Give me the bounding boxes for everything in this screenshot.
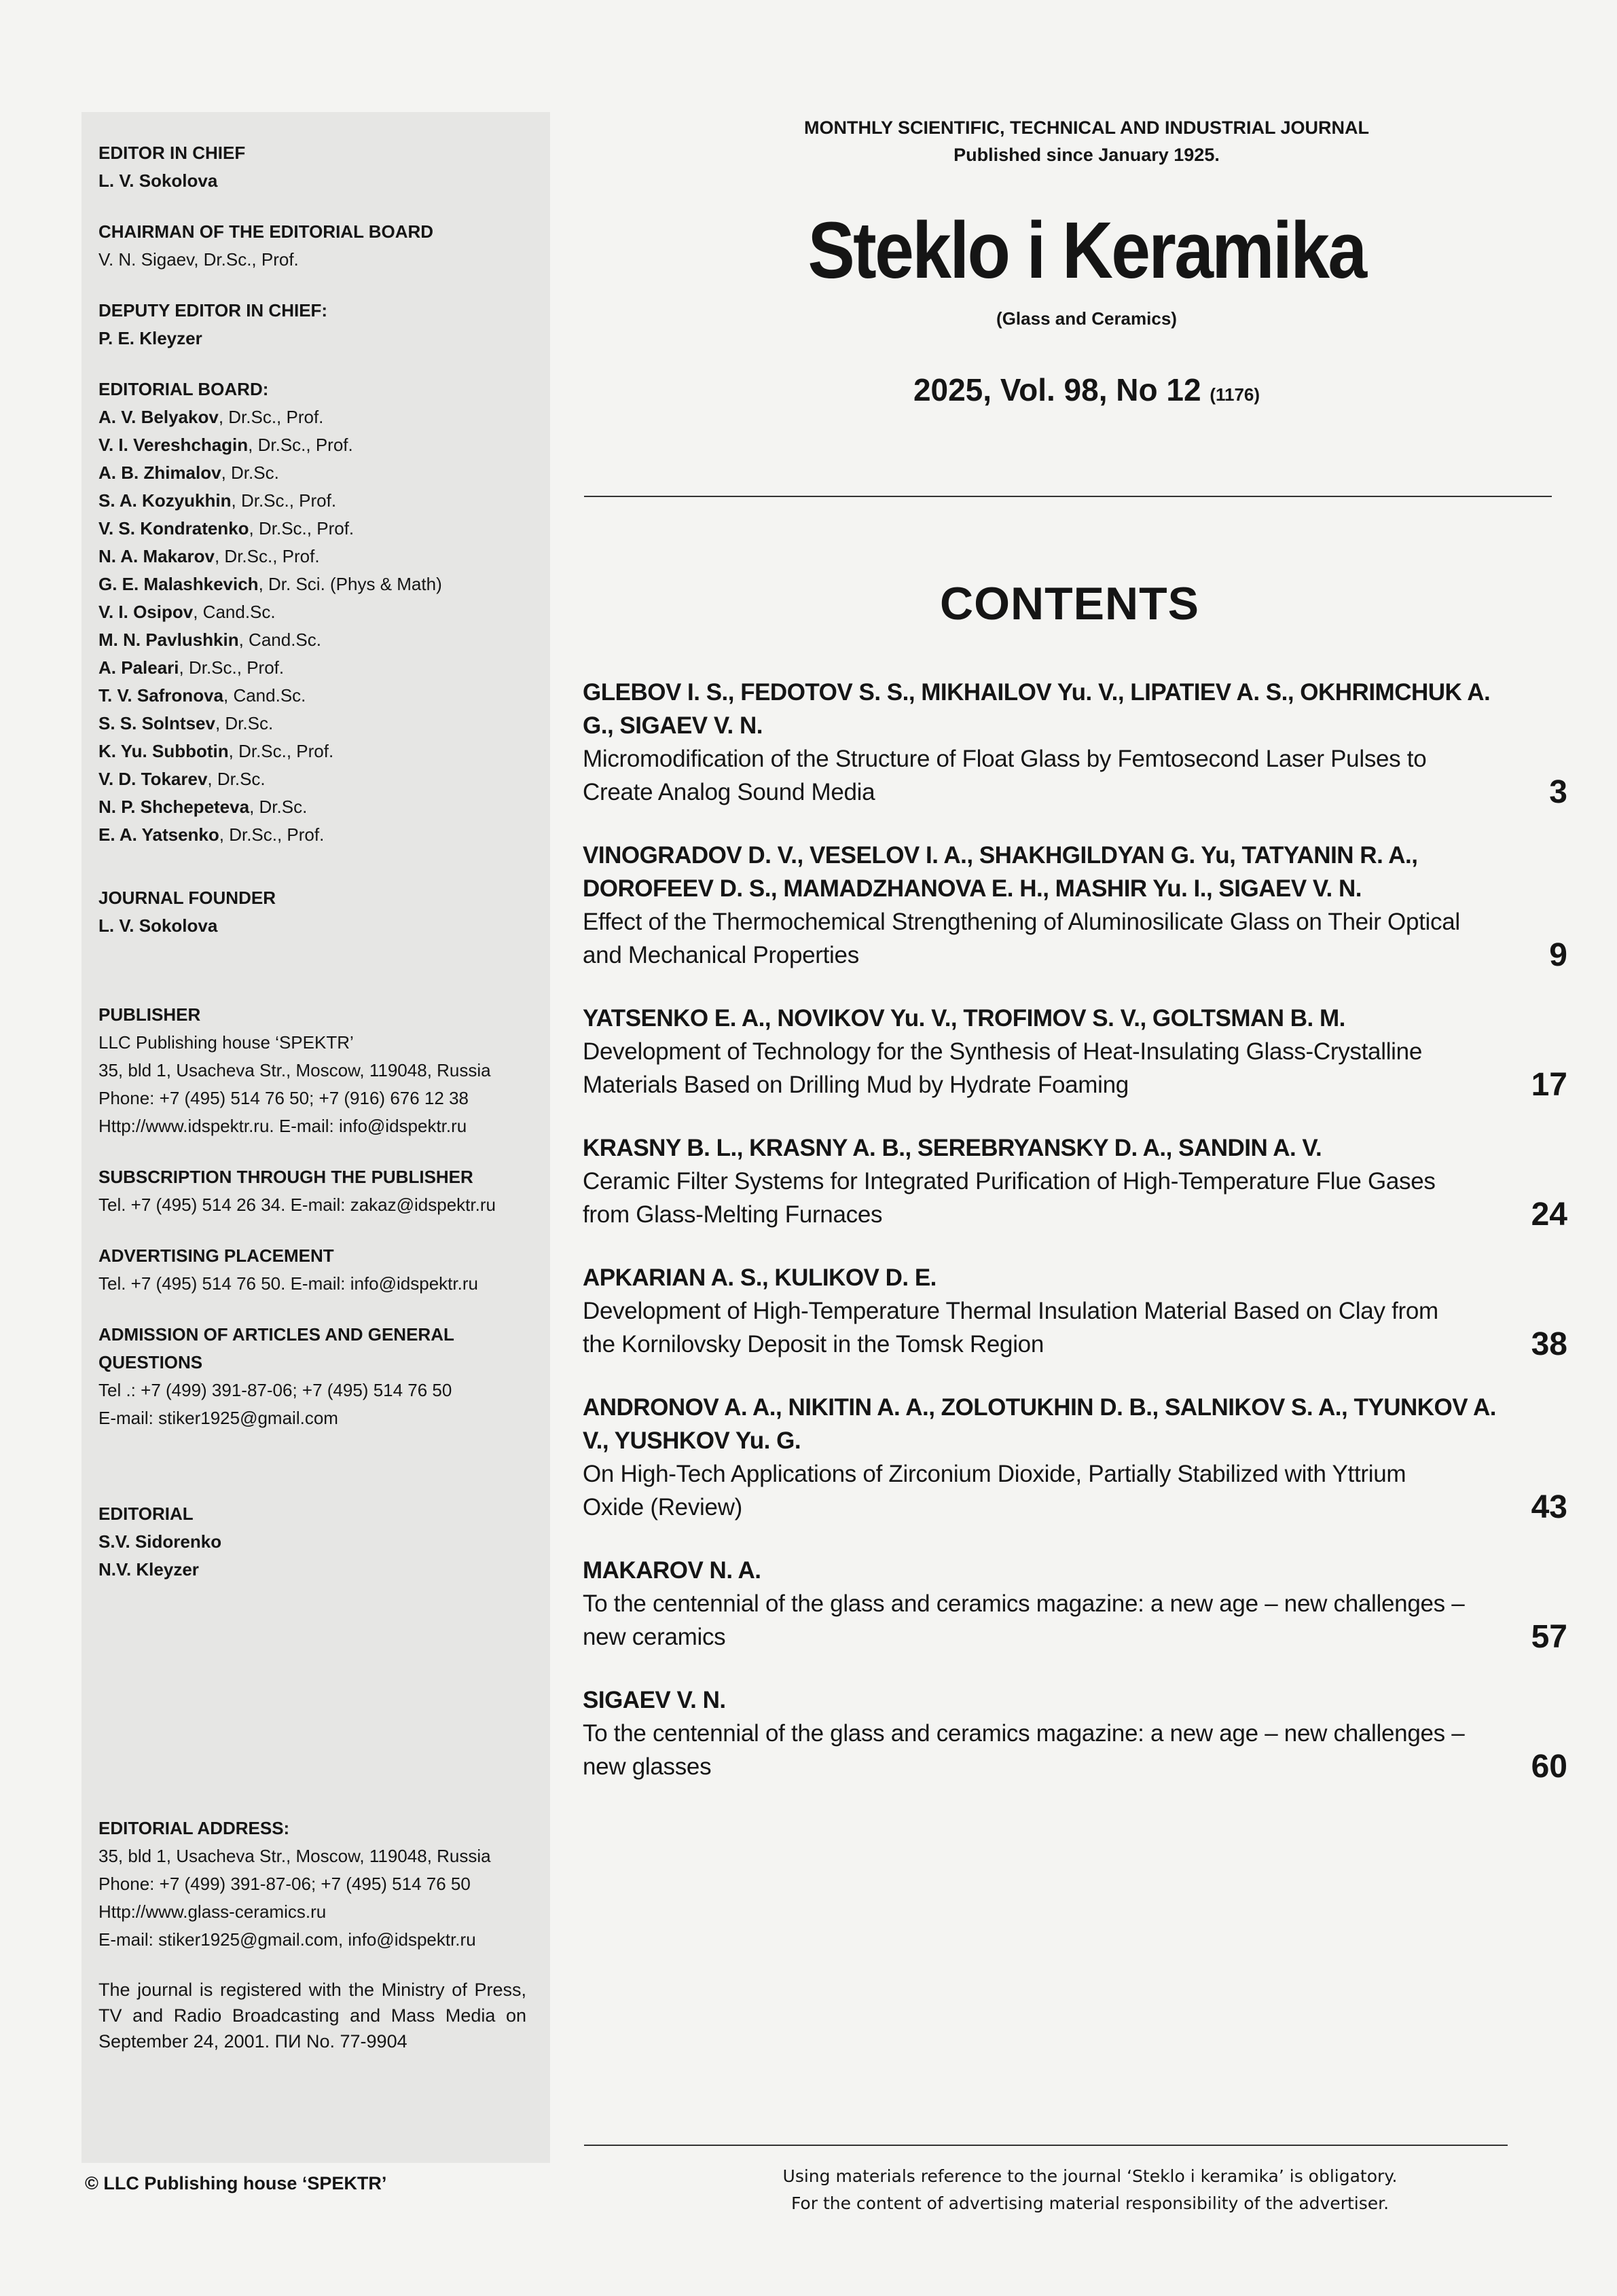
board-member: A. Paleari, Dr.Sc., Prof. <box>98 657 285 678</box>
board-member: N. P. Shchepeteva, Dr.Sc. <box>98 797 308 817</box>
editorial-sidebar <box>98 139 547 2054</box>
toc-entry[interactable] <box>583 1391 1567 1524</box>
editorial-heading: EDITORIAL <box>98 1504 194 1524</box>
toc-authors: KRASNY B. L., KRASNY A. B., SEREBRYANSKY D. A., SANDIN A. V. <box>583 1135 1322 1161</box>
toc-authors: YATSENKO E. A., NOVIKOV Yu. V., TROFIMOV S. V., GOLTSMAN B. M. <box>583 1005 1345 1032</box>
subscription-line: Tel. +7 (495) 514 26 34. E-mail: zakaz@idspektr.ru <box>98 1195 496 1215</box>
journal-title: Steklo i Keramika <box>807 206 1366 295</box>
toc-page-number: 43 <box>1531 1489 1567 1525</box>
board-member: S. S. Solntsev, Dr.Sc. <box>98 713 274 733</box>
address-heading: EDITORIAL ADDRESS: <box>98 1818 290 1838</box>
editorial-board-heading: EDITORIAL BOARD: <box>98 379 269 399</box>
publisher-section <box>98 1001 547 1140</box>
toc-title: On High-Tech Applications of Zirconium Dioxide, Partially Stabilized with Yttrium Oxide (Review) <box>583 1461 1406 1520</box>
toc-page-number: 9 <box>1549 937 1567 973</box>
board-member: V. S. Kondratenko, Dr.Sc., Prof. <box>98 518 355 539</box>
toc-title: To the centennial of the glass and ceramics magazine: a new age – new challenges – new ceramics <box>583 1590 1465 1650</box>
toc-title: Effect of the Thermochemical Strengthening of Aluminosilicate Glass on Their Optical and Mechanical Properties <box>583 909 1460 968</box>
toc-entry[interactable] <box>583 1554 1567 1654</box>
toc-authors: GLEBOV I. S., FEDOTOV S. S., MIKHAILOV Yu. V., LIPATIEV A. S., OKHRIMCHUK A. G., SIGAEV V. N. <box>583 679 1491 739</box>
founder-section <box>98 884 547 940</box>
address-line: E-mail: stiker1925@gmail.com, info@idspektr.ru <box>98 1929 476 1950</box>
chairman-name: V. N. Sigaev, Dr.Sc., Prof. <box>98 249 299 270</box>
advertising-heading: ADVERTISING PLACEMENT <box>98 1245 334 1266</box>
contents-heading: CONTENTS <box>940 578 1199 630</box>
deputy-name: P. E. Kleyzer <box>98 328 202 348</box>
issue-info <box>584 371 1589 408</box>
deputy-heading: DEPUTY EDITOR IN CHIEF: <box>98 300 328 321</box>
editor-in-chief-name: L. V. Sokolova <box>98 170 218 191</box>
footer-line: Using materials reference to the journal ‘Steklo i keramika’ is obligatory. <box>782 2166 1398 2186</box>
footer-note <box>632 2163 1548 2217</box>
toc-page-number: 24 <box>1531 1197 1567 1233</box>
address-line: Phone: +7 (499) 391-87-06; +7 (495) 514 76 50 <box>98 1874 471 1894</box>
editorial-section <box>98 1500 547 1584</box>
issue-number: (1176) <box>1210 384 1260 405</box>
editorial-board-section <box>98 376 547 849</box>
toc-authors: ANDRONOV A. A., NIKITIN A. A., ZOLOTUKHIN D. B., SALNIKOV S. A., TYUNKOV A. V., YUSHKOV Yu. G. <box>583 1394 1497 1454</box>
toc-title: Development of Technology for the Synthesis of Heat-Insulating Glass-Crystalline Materials Based on Drilling Mud by Hydrate Foaming <box>583 1038 1422 1098</box>
board-member: E. A. Yatsenko, Dr.Sc., Prof. <box>98 824 325 845</box>
admission-heading: QUESTIONS <box>98 1352 203 1372</box>
toc-entry[interactable] <box>583 1261 1567 1361</box>
toc-entry[interactable] <box>583 676 1567 809</box>
advertising-line: Tel. +7 (495) 514 76 50. E-mail: info@idspektr.ru <box>98 1273 478 1294</box>
toc-page-number: 57 <box>1531 1619 1567 1655</box>
founder-heading: JOURNAL FOUNDER <box>98 888 276 908</box>
board-member: T. V. Safronova, Cand.Sc. <box>98 685 306 706</box>
admission-line: Tel .: +7 (499) 391-87-06; +7 (495) 514 76 50 <box>98 1380 452 1400</box>
journal-since: Published since January 1925. <box>953 145 1220 165</box>
address-line: 35, bld 1, Usacheva Str., Moscow, 119048, Russia <box>98 1846 491 1866</box>
admission-heading: ADMISSION OF ARTICLES AND GENERAL <box>98 1324 454 1345</box>
board-member: V. D. Tokarev, Dr.Sc. <box>98 769 266 789</box>
publisher-line: LLC Publishing house ‘SPEKTR’ <box>98 1032 354 1053</box>
publisher-line: 35, bld 1, Usacheva Str., Moscow, 119048, Russia <box>98 1060 491 1080</box>
founder-name: L. V. Sokolova <box>98 915 218 936</box>
board-member: N. A. Makarov, Dr.Sc., Prof. <box>98 546 320 566</box>
editor-in-chief-section <box>98 139 547 195</box>
subscription-section <box>98 1163 547 1219</box>
editorial-name: N.V. Kleyzer <box>98 1559 199 1580</box>
masthead <box>584 114 1589 408</box>
registration-note: The journal is registered with the Ministry of Press, TV and Radio Broadcasting and Mass Media on September 24, 2001. ПИ No. 77-9904 <box>98 1980 526 2052</box>
board-member: V. I. Vereshchagin, Dr.Sc., Prof. <box>98 435 353 455</box>
publisher-line: Http://www.idspektr.ru. E-mail: info@idspektr.ru <box>98 1116 467 1136</box>
journal-tagline: MONTHLY SCIENTIFIC, TECHNICAL AND INDUSTRIAL JOURNAL <box>803 117 1370 138</box>
admission-line: E-mail: stiker1925@gmail.com <box>98 1408 338 1428</box>
editor-in-chief-heading: EDITOR IN CHIEF <box>98 143 246 163</box>
publisher-heading: PUBLISHER <box>98 1004 201 1025</box>
table-of-contents <box>583 676 1567 1813</box>
toc-title: Ceramic Filter Systems for Integrated Purification of High-Temperature Flue Gases from Glass-Melting Furnaces <box>583 1168 1436 1228</box>
toc-entry[interactable] <box>583 1131 1567 1231</box>
toc-page-number: 38 <box>1531 1326 1567 1362</box>
subscription-heading: SUBSCRIPTION THROUGH THE PUBLISHER <box>98 1167 473 1187</box>
issue-volume: 2025, Vol. 98, No 12 <box>913 372 1201 407</box>
toc-page-number: 17 <box>1531 1067 1567 1103</box>
toc-authors: SIGAEV V. N. <box>583 1687 726 1713</box>
toc-page-number: 60 <box>1531 1749 1567 1785</box>
toc-entry[interactable] <box>583 839 1567 972</box>
advertising-section <box>98 1242 547 1298</box>
chairman-section <box>98 218 547 274</box>
chairman-heading: CHAIRMAN OF THE EDITORIAL BOARD <box>98 221 434 242</box>
board-member: A. B. Zhimalov, Dr.Sc. <box>98 462 279 483</box>
toc-entry[interactable] <box>583 1683 1567 1783</box>
toc-entry[interactable] <box>583 1002 1567 1101</box>
toc-authors: VINOGRADOV D. V., VESELOV I. A., SHAKHGILDYAN G. Yu, TATYANIN R. A., DOROFEEV D. S., MAMADZHANOVA E. H., MASHIR Yu. I., SIGAEV V. N. <box>583 842 1418 902</box>
deputy-section <box>98 297 547 352</box>
editorial-name: S.V. Sidorenko <box>98 1531 222 1552</box>
footer-line: For the content of advertising material responsibility of the advertiser. <box>791 2193 1389 2213</box>
copyright-notice: © LLC Publishing house ‘SPEKTR’ <box>85 2173 387 2193</box>
board-member: A. V. Belyakov, Dr.Sc., Prof. <box>98 407 324 427</box>
toc-authors: MAKAROV N. A. <box>583 1557 761 1584</box>
toc-page-number: 3 <box>1549 774 1567 810</box>
toc-title: Micromodification of the Structure of Float Glass by Femtosecond Laser Pulses to Create Analog Sound Media <box>583 746 1427 805</box>
admission-section <box>98 1321 547 1432</box>
board-member: K. Yu. Subbotin, Dr.Sc., Prof. <box>98 741 334 761</box>
toc-title: Development of High-Temperature Thermal Insulation Material Based on Clay from the Kornilovsky Deposit in the Tomsk Region <box>583 1298 1438 1357</box>
publisher-line: Phone: +7 (495) 514 76 50; +7 (916) 676 12 38 <box>98 1088 469 1108</box>
divider <box>584 496 1552 497</box>
journal-subtitle: (Glass and Ceramics) <box>996 308 1177 329</box>
board-member: S. A. Kozyukhin, Dr.Sc., Prof. <box>98 490 337 511</box>
toc-authors: APKARIAN A. S., KULIKOV D. E. <box>583 1264 937 1291</box>
board-member: G. E. Malashkevich, Dr. Sci. (Phys & Math) <box>98 574 442 594</box>
board-member: V. I. Osipov, Cand.Sc. <box>98 602 276 622</box>
address-section <box>98 1815 547 1954</box>
toc-title: To the centennial of the glass and ceramics magazine: a new age – new challenges – new glasses <box>583 1720 1465 1780</box>
address-line: Http://www.glass-ceramics.ru <box>98 1901 327 1922</box>
board-member: M. N. Pavlushkin, Cand.Sc. <box>98 630 322 650</box>
divider <box>584 2145 1508 2146</box>
